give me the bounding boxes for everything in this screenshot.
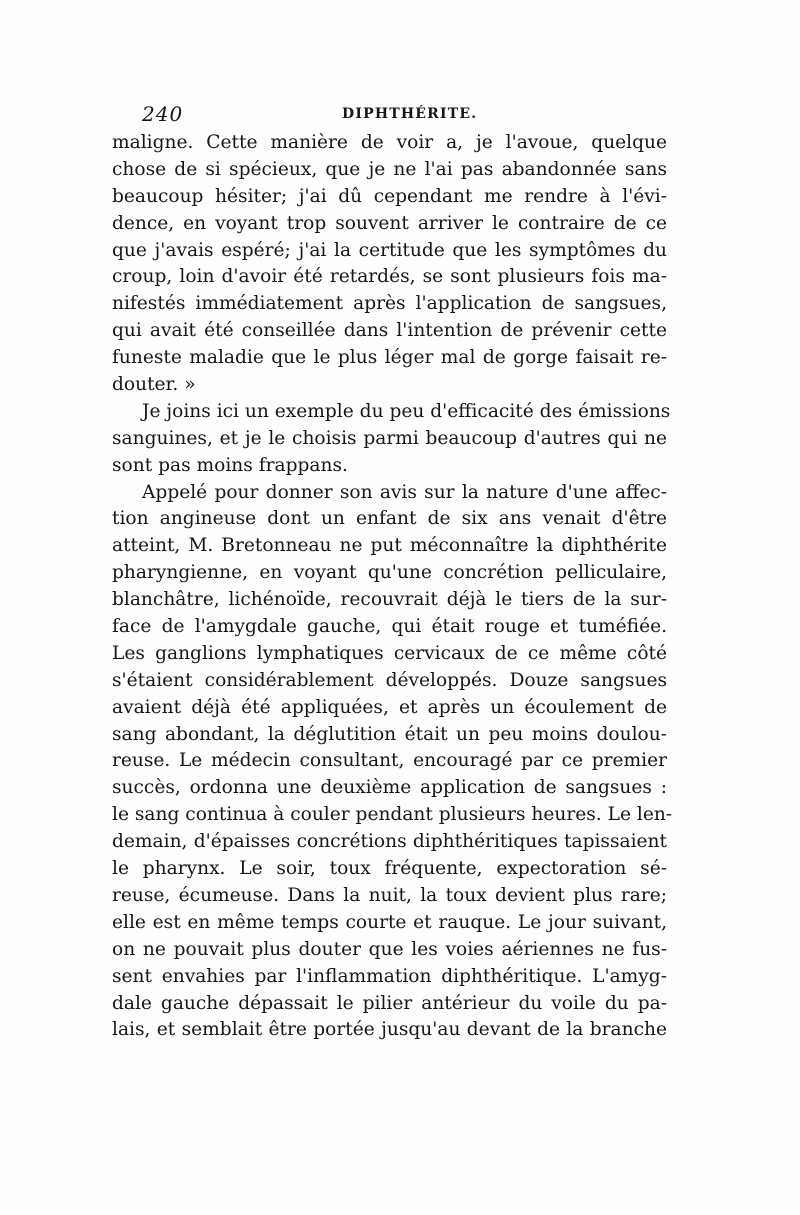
text-line: funeste maladie que le plus léger mal de gorge faisait re- [112,347,667,369]
text-line: lais, et semblait être portée jusqu'au devant de la branche [112,1019,667,1041]
text-line: demain, d'épaisses concrétions diphthéritiques tapissaient [112,831,667,853]
text-line: tion angineuse dont un enfant de six ans venait d'être [112,508,667,530]
text-line: croup, loin d'avoir été retardés, se sont plusieurs fois ma- [112,266,667,288]
body-text [112,130,673,1044]
text-line: qui avait été conseillée dans l'intention de prévenir cette [112,320,667,342]
text-line: pharyngienne, en voyant qu'une concrétion pelliculaire, [112,562,667,584]
text-line: sanguines, et je le choisis parmi beaucoup d'autres qui ne [112,427,667,449]
text-line: sang abondant, la déglutition était un peu moins doulou- [112,723,667,745]
text-line: chose de si spécieux, que je ne l'ai pas abandonnée sans [112,158,667,180]
text-line: on ne pouvait plus douter que les voies aériennes ne fus- [112,938,667,960]
text-line: sent envahies par l'inflammation diphthéritique. L'amyg- [112,965,667,987]
text-line: douter. » [112,374,196,396]
text-line: face de l'amygdale gauche, qui était rouge et tuméfiée. [112,616,667,638]
paragraph-start-line: Je joins ici un exemple du peu d'efficacité des émissions [142,400,671,422]
text-line: blanchâtre, lichénoïde, recouvrait déjà le tiers de la sur- [112,589,667,611]
text-line: avaient déjà été appliquées, et après un écoulement de [112,696,667,718]
text-line: maligne. Cette manière de voir a, je l'avoue, quelque [112,132,667,153]
text-line: beaucoup hésiter; j'ai dû cependant me rendre à l'évi- [112,185,667,207]
running-head: DIPHTHÉRITE. [342,106,478,122]
text-line: nifestés immédiatement après l'application de sangsues, [112,293,667,315]
text-line: reuse, écumeuse. Dans la nuit, la toux devient plus rare; [112,884,667,906]
text-line: le pharynx. Le soir, toux fréquente, expectoration sé- [112,858,667,880]
text-line: Les ganglions lymphatiques cervicaux de ce même côté [112,642,667,664]
text-line: s'étaient considérablement développés. Douze sangsues [112,669,667,691]
text-line: atteint, M. Bretonneau ne put méconnaître la diphthérite [112,535,667,557]
text-line: sont pas moins frappans. [112,454,348,476]
text-line: dale gauche dépassait le pilier antérieur du voile du pa- [112,992,667,1014]
text-line: elle est en même temps courte et rauque. Le jour suivant, [112,911,667,933]
page-number: 240 [142,102,184,126]
paragraph-start-line: Appelé pour donner son avis sur la nature d'une affec- [142,481,667,503]
text-line: que j'avais espéré; j'ai la certitude que les symptômes du [112,239,667,261]
text-line: dence, en voyant trop souvent arriver le contraire de ce [112,212,667,234]
text-line: le sang continua à couler pendant plusieurs heures. Le len- [112,804,673,826]
text-line: reuse. Le médecin consultant, encouragé par ce premier [112,750,667,772]
text-line: succès, ordonna une deuxième application de sangsues : [112,777,667,799]
page-header [142,100,660,128]
